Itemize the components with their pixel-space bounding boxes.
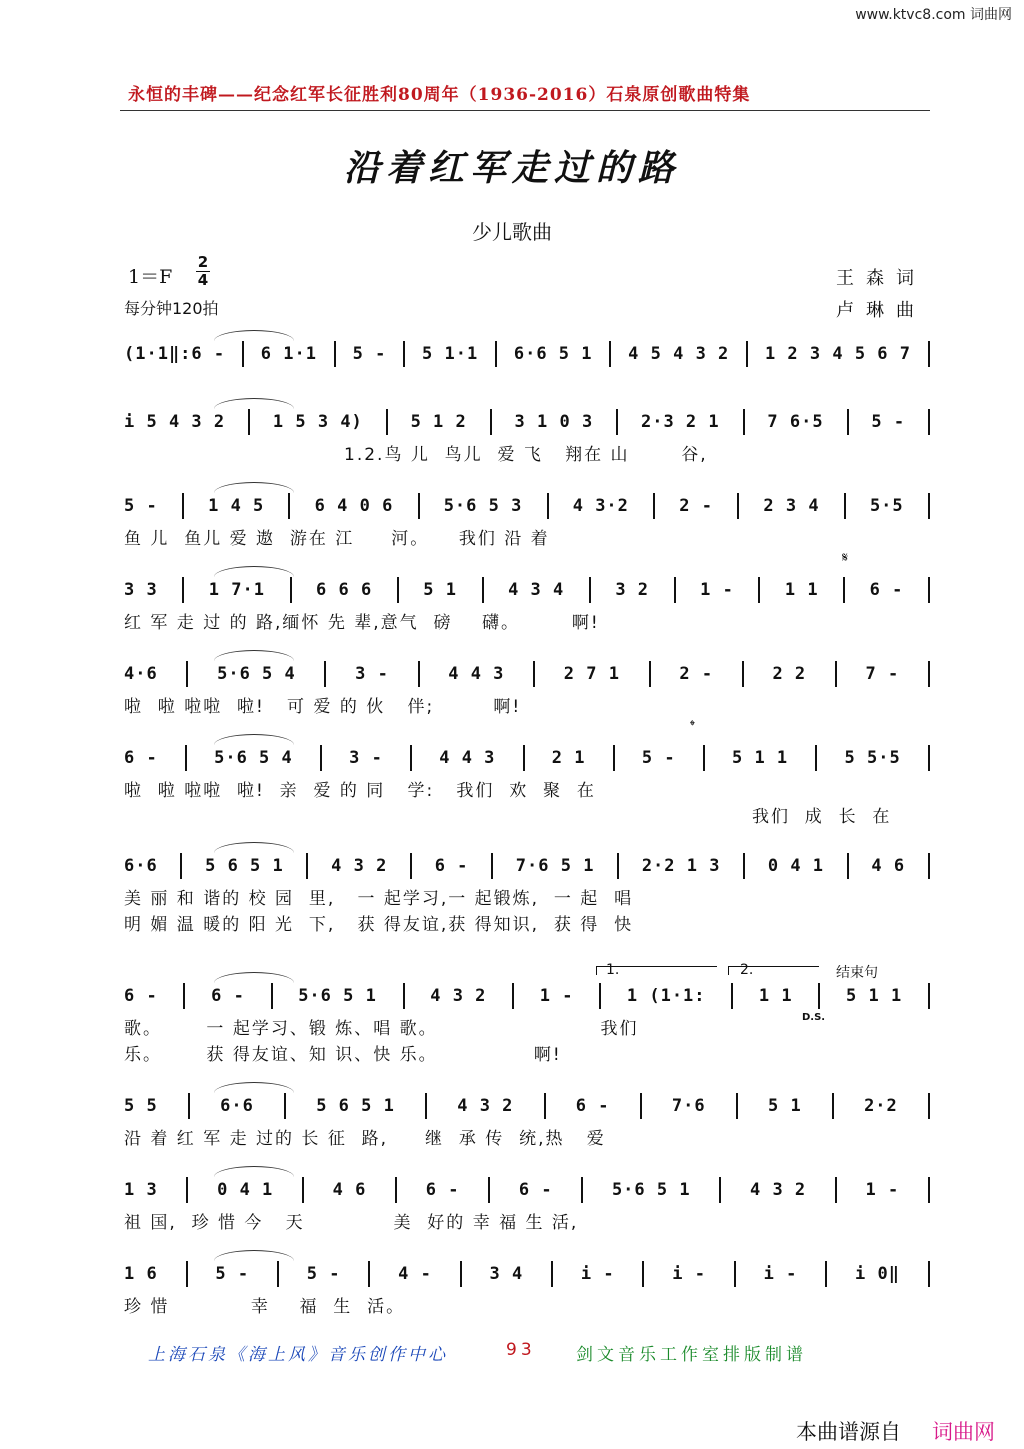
barline — [395, 1177, 397, 1203]
measure: 6 4 0 6 — [314, 496, 394, 516]
song-title: 沿着红军走过的路 — [343, 147, 680, 189]
measure: i - — [580, 1264, 615, 1284]
barline — [742, 661, 744, 687]
barline — [460, 1261, 462, 1287]
barline — [928, 577, 930, 603]
slur-arc — [214, 842, 294, 853]
composer-credit: 卢琳曲 — [836, 300, 926, 321]
barline — [653, 493, 655, 519]
measure: 5 1 1 — [846, 986, 903, 1006]
measure: 6 - — [869, 580, 904, 600]
barline — [758, 577, 760, 603]
barline — [703, 745, 705, 771]
time-signature — [196, 255, 210, 288]
slur-arc — [214, 1250, 294, 1261]
lyric-line: 明 媚 温 暖的 阳 光 下, 获 得友谊,获 得知识, 获 得 快 — [124, 915, 634, 935]
ds-marking: D.S. — [802, 1012, 826, 1023]
measure: (1·1‖:6 - — [124, 344, 226, 364]
measure: 1 (1·1: — [626, 986, 706, 1006]
barline — [815, 745, 817, 771]
measure: 6·6 5 1 — [513, 344, 593, 364]
barline — [843, 577, 845, 603]
song-subtitle: 少儿歌曲 — [472, 220, 552, 244]
tempo-marking: 每分钟120拍 — [124, 299, 219, 318]
barline — [277, 1261, 279, 1287]
barline — [599, 983, 601, 1009]
measure: 7 - — [865, 664, 900, 684]
ending-2-label: 2. — [740, 962, 754, 978]
measure: 2·2 1 3 — [641, 856, 721, 876]
barline — [928, 1177, 930, 1203]
barline — [928, 853, 930, 879]
measure: 7 6·5 — [767, 412, 824, 432]
measure: 5 - — [124, 496, 158, 516]
lyric-line: 珍 惜 幸 福 生 活。 — [124, 1297, 406, 1317]
measure: 5 - — [871, 412, 906, 432]
measure: i - — [763, 1264, 798, 1284]
barline — [928, 983, 930, 1009]
barline — [734, 1261, 736, 1287]
segno-mark: 𝄋 — [842, 550, 849, 566]
page-number: 93 — [506, 1340, 536, 1360]
barline — [844, 493, 846, 519]
measure: 5·6 5 1 — [298, 986, 377, 1006]
measure: 5·6 5 3 — [443, 496, 523, 516]
barline — [290, 577, 292, 603]
ending-2-bracket — [728, 966, 819, 975]
notes-line — [124, 744, 930, 772]
barline — [482, 577, 484, 603]
slur-arc — [214, 566, 294, 577]
measure: 2 7 1 — [563, 664, 620, 684]
measure: 5 5·5 — [844, 748, 901, 768]
barline — [490, 409, 492, 435]
measure: 4 3 2 — [331, 856, 388, 876]
slur-arc — [214, 972, 294, 983]
time-signature-bottom: 4 — [197, 271, 209, 289]
measure: 1 1 — [758, 986, 793, 1006]
slur-arc — [214, 1166, 294, 1177]
measure: 6 - — [575, 1096, 610, 1116]
measure: 2 1 — [551, 748, 586, 768]
measure: 3 4 — [489, 1264, 524, 1284]
measure: 5·6 5 4 — [217, 664, 296, 684]
measure: 3 1 0 3 — [514, 412, 594, 432]
barline — [410, 853, 412, 879]
barline — [847, 853, 849, 879]
barline — [746, 341, 748, 367]
measure: 5 1·1 — [422, 344, 479, 364]
measure: 1 7·1 — [208, 580, 265, 600]
measure: 4 4 3 — [439, 748, 496, 768]
barline — [616, 409, 618, 435]
measure: 5·6 5 4 — [214, 748, 293, 768]
measure: 4 3 2 — [430, 986, 487, 1006]
lyric-line: 沿 着 红 军 走 过的 长 征 路, 继 承 传 统,热 爱 — [124, 1129, 606, 1149]
barline — [825, 1261, 827, 1287]
measure: 1 1 — [784, 580, 819, 600]
measure: 5 - — [641, 748, 676, 768]
barline — [410, 745, 412, 771]
measure: 2 - — [679, 496, 713, 516]
barline — [495, 341, 497, 367]
barline — [306, 853, 308, 879]
measure: 5·6 5 1 — [611, 1180, 691, 1200]
barline — [928, 493, 930, 519]
barline — [674, 577, 676, 603]
site-url[interactable]: www.ktvc8.com 词曲网 — [855, 7, 1012, 23]
measure: 3 - — [355, 664, 389, 684]
measure: 3 3 — [124, 580, 158, 600]
slur-arc — [214, 330, 294, 341]
barline — [743, 409, 745, 435]
barline — [271, 983, 273, 1009]
lyric-line: 祖 国, 珍 惜 今 天 美 好的 幸 福 生 活, — [124, 1213, 579, 1233]
barline — [835, 661, 837, 687]
lyric-line: 我们 成 长 在 — [752, 807, 892, 827]
measure: 5 5 — [124, 1096, 158, 1116]
barline — [185, 745, 187, 771]
barline — [737, 493, 739, 519]
barline — [182, 493, 184, 519]
barline — [180, 853, 182, 879]
time-signature-top: 2 — [197, 253, 209, 271]
notes-line — [124, 408, 930, 436]
notes-line — [124, 982, 930, 1010]
lyric-line: 啦 啦 啦啦 啦! 亲 爱 的 同 学: 我们 欢 聚 在 — [124, 781, 596, 801]
slur-arc — [214, 734, 294, 745]
measure: 6 - — [518, 1180, 553, 1200]
barline — [523, 745, 525, 771]
barline — [324, 661, 326, 687]
barline — [334, 341, 336, 367]
barline — [368, 1261, 370, 1287]
measure: 6 - — [211, 986, 245, 1006]
measure: 4·6 — [124, 664, 158, 684]
measure: 4 3 4 — [508, 580, 565, 600]
slur-arc — [214, 1082, 294, 1093]
measure: 2 - — [679, 664, 714, 684]
barline — [642, 1261, 644, 1287]
barline — [397, 577, 399, 603]
engraver-credit: 剑文音乐工作室排版制谱 — [576, 1345, 807, 1365]
barline — [248, 409, 250, 435]
barline — [581, 1177, 583, 1203]
measure: 1 - — [700, 580, 734, 600]
source-note: 本曲谱源自 — [796, 1420, 901, 1444]
barline — [403, 341, 405, 367]
measure: 5·5 — [869, 496, 904, 516]
barline — [188, 1093, 190, 1119]
measure: 5 6 5 1 — [316, 1096, 395, 1116]
barline — [832, 1093, 834, 1119]
measure: 4 5 4 3 2 — [628, 344, 730, 364]
measure: 1 4 5 — [208, 496, 265, 516]
barline — [928, 745, 930, 771]
footer-center-name: 上海石泉《海上风》音乐创作中心 — [148, 1345, 448, 1365]
barline — [488, 1177, 490, 1203]
measure: 1 2 3 4 5 6 7 — [764, 344, 911, 364]
lyric-line: 美 丽 和 谐的 校 园 里, 一 起学习,一 起锻炼, 一 起 唱 — [124, 889, 634, 909]
barline — [386, 409, 388, 435]
coda-label: 结束句 — [836, 965, 878, 981]
notes-line — [124, 1092, 930, 1120]
header-divider — [120, 110, 930, 111]
measure: 5 - — [352, 344, 387, 364]
measure: 6 - — [124, 748, 158, 768]
lyric-line: 歌。 一 起学习、锻 炼、唱 歌。 我们 — [124, 1019, 639, 1039]
barline — [183, 983, 185, 1009]
measure: 5 6 5 1 — [205, 856, 284, 876]
barline — [186, 1177, 188, 1203]
lyric-line: 红 军 走 过 的 路,缅怀 先 辈,意气 磅 礴。 啊! — [124, 613, 600, 633]
measure: 2 2 — [772, 664, 807, 684]
barline — [835, 1177, 837, 1203]
measure: 7·6 5 1 — [515, 856, 595, 876]
measure: 5 1 1 — [731, 748, 789, 768]
measure: 1 - — [539, 986, 574, 1006]
barline — [928, 1093, 930, 1119]
barline — [617, 853, 619, 879]
barline — [640, 1093, 642, 1119]
barline — [928, 409, 930, 435]
measure: 6 6 6 — [316, 580, 373, 600]
measure: i 0‖ — [855, 1264, 900, 1284]
barline — [731, 983, 733, 1009]
notes-line — [124, 852, 930, 880]
notes-line — [124, 1260, 930, 1288]
barline — [418, 661, 420, 687]
measure: 1 3 — [124, 1180, 158, 1200]
measure: 1 5 3 4) — [272, 412, 363, 432]
measure: 3 - — [349, 748, 383, 768]
notes-line — [124, 660, 930, 688]
barline — [847, 409, 849, 435]
barline — [491, 853, 493, 879]
measure: 2 3 4 — [763, 496, 820, 516]
measure: 0 4 1 — [767, 856, 825, 876]
lyric-line: 1.2.鸟 儿 鸟儿 爱 飞 翔在 山 谷, — [344, 445, 708, 465]
measure: 4 4 3 — [448, 664, 505, 684]
barline — [613, 745, 615, 771]
ending-1-label: 1. — [606, 962, 620, 978]
measure: 3 2 — [615, 580, 650, 600]
measure: i 5 4 3 2 — [124, 412, 226, 432]
lyric-line: 啦 啦 啦啦 啦! 可 爱 的 伙 伴; 啊! — [124, 697, 522, 717]
barline — [288, 493, 290, 519]
barline — [182, 577, 184, 603]
barline — [418, 493, 420, 519]
measure: 6 - — [124, 986, 158, 1006]
measure: 4 6 — [332, 1180, 367, 1200]
measure: 5 1 — [423, 580, 457, 600]
barline — [609, 341, 611, 367]
measure: 5 1 — [767, 1096, 802, 1116]
key-signature: 1＝F — [128, 266, 173, 288]
measure: 2·2 — [864, 1096, 898, 1116]
barline — [403, 983, 405, 1009]
measure: 6 - — [425, 1180, 460, 1200]
measure: i - — [672, 1264, 706, 1284]
barline — [186, 1261, 188, 1287]
barline — [736, 1093, 738, 1119]
barline — [242, 341, 244, 367]
measure: 2·3 2 1 — [640, 412, 720, 432]
measure: 5 - — [215, 1264, 250, 1284]
barline — [186, 661, 188, 687]
score-row — [124, 340, 930, 380]
coda-mark: 𝄌 — [690, 718, 695, 734]
measure: 4 - — [398, 1264, 432, 1284]
barline — [547, 493, 549, 519]
barline — [512, 983, 514, 1009]
barline — [818, 983, 820, 1009]
measure: 4 3 2 — [749, 1180, 807, 1200]
barline — [302, 1177, 304, 1203]
barline — [649, 661, 651, 687]
lyric-line: 乐。 获 得友谊、知 识、快 乐。 啊! — [124, 1045, 562, 1065]
notes-line — [124, 492, 930, 520]
measure: 6 - — [434, 856, 469, 876]
measure: 5 - — [306, 1264, 341, 1284]
barline — [719, 1177, 721, 1203]
measure: 6 1·1 — [260, 344, 317, 364]
notes-line — [124, 340, 930, 368]
measure: 6·6 — [220, 1096, 254, 1116]
lyricist-credit: 王森词 — [836, 268, 926, 289]
barline — [743, 853, 745, 879]
measure: 7·6 — [671, 1096, 706, 1116]
barline — [544, 1093, 546, 1119]
ending-1-bracket — [596, 966, 717, 975]
barline — [589, 577, 591, 603]
barline — [533, 661, 535, 687]
measure: 1 - — [865, 1180, 900, 1200]
barline — [551, 1261, 553, 1287]
measure: 1 6 — [124, 1264, 158, 1284]
measure: 0 4 1 — [217, 1180, 274, 1200]
barline — [928, 1261, 930, 1287]
barline — [928, 341, 930, 367]
barline — [928, 661, 930, 687]
measure: 4 3·2 — [572, 496, 629, 516]
source-site[interactable]: 词曲网 — [932, 1420, 995, 1444]
barline — [320, 745, 322, 771]
notes-line — [124, 1176, 930, 1204]
barline — [284, 1093, 286, 1119]
notes-line — [124, 576, 930, 604]
lyric-line: 鱼 儿 鱼儿 爱 遨 游在 江 河。 我们 沿 着 — [124, 529, 550, 549]
slur-arc — [214, 482, 294, 493]
slur-arc — [214, 398, 294, 409]
measure: 4 6 — [871, 856, 906, 876]
measure: 6·6 — [124, 856, 158, 876]
measure: 5 1 2 — [410, 412, 467, 432]
series-header: 永恒的丰碑——纪念红军长征胜利80周年（1936-2016）石泉原创歌曲特集 — [128, 85, 751, 105]
barline — [425, 1093, 427, 1119]
measure: 4 3 2 — [457, 1096, 514, 1116]
slur-arc — [214, 650, 294, 661]
